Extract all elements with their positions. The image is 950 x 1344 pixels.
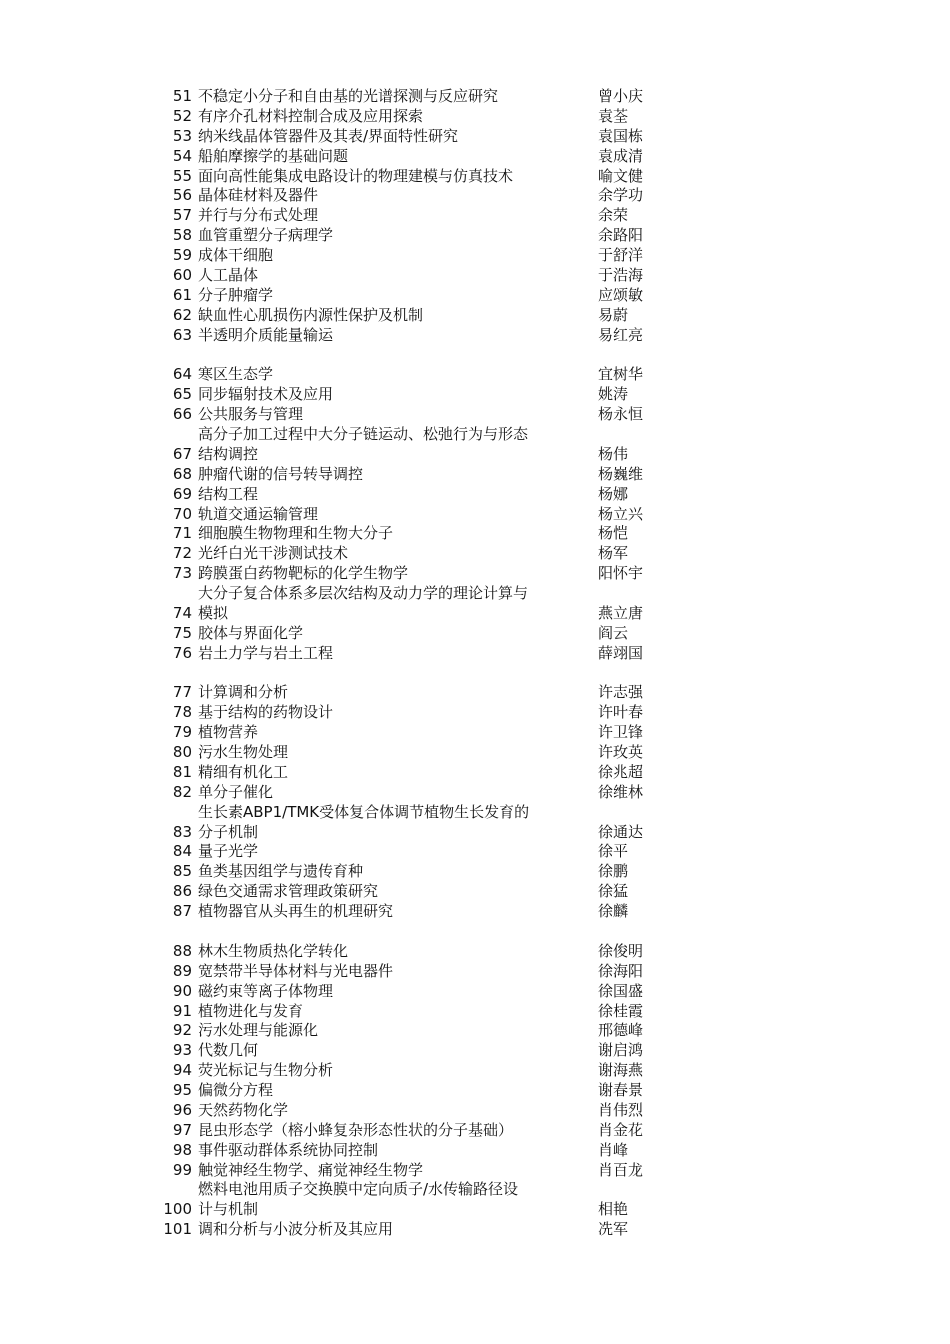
row-number: 84 <box>172 842 192 861</box>
table-row <box>0 166 950 186</box>
row-number: 98 <box>172 1140 192 1159</box>
researcher-name: 徐兆超 <box>598 762 644 781</box>
researcher-name: 燕立唐 <box>598 603 644 622</box>
row-number: 53 <box>172 126 192 145</box>
row-number: 54 <box>172 146 192 165</box>
research-topic: 细胞膜生物物理和生物大分子 <box>198 524 394 543</box>
table-row <box>0 523 950 543</box>
table-row <box>0 305 950 325</box>
research-topic: 植物营养 <box>198 723 259 742</box>
researcher-name: 徐国盛 <box>598 981 644 1000</box>
row-number: 73 <box>172 564 192 583</box>
table-row <box>0 424 950 444</box>
table-row <box>0 941 950 961</box>
table-row <box>0 841 950 861</box>
table-row <box>0 464 950 484</box>
table-row <box>0 901 950 921</box>
table-row <box>0 126 950 146</box>
row-number: 89 <box>172 961 192 980</box>
row-number: 87 <box>172 902 192 921</box>
table-row <box>0 245 950 265</box>
row-number: 52 <box>172 106 192 125</box>
researcher-name: 余荣 <box>598 206 629 225</box>
row-number: 65 <box>172 385 192 404</box>
researcher-name: 余路阳 <box>598 226 644 245</box>
research-topic: 岩土力学与岩土工程 <box>198 643 334 662</box>
row-number: 61 <box>172 285 192 304</box>
table-row <box>0 762 950 782</box>
row-number: 99 <box>172 1160 192 1179</box>
researcher-name: 徐通达 <box>598 822 644 841</box>
row-number: 100 <box>163 1200 192 1219</box>
row-number: 97 <box>172 1120 192 1139</box>
table-row <box>0 146 950 166</box>
researcher-name: 余学功 <box>598 186 644 205</box>
research-topic: 生长素ABP1/TMK受体复合体调节植物生长发育的 <box>198 802 530 821</box>
researcher-name: 杨巍维 <box>598 464 644 483</box>
researcher-name: 肖金花 <box>598 1120 644 1139</box>
row-number: 64 <box>172 365 192 384</box>
research-topic: 结构调控 <box>198 444 259 463</box>
row-number: 60 <box>172 265 192 284</box>
table-row <box>0 285 950 305</box>
table-row <box>0 1060 950 1080</box>
research-topic: 燃料电池用质子交换膜中定向质子/水传输路径设 <box>198 1180 519 1199</box>
table-row <box>0 623 950 643</box>
researcher-name: 杨永恒 <box>598 405 644 424</box>
researcher-name: 易红亮 <box>598 325 644 344</box>
research-topic: 基于结构的药物设计 <box>198 703 334 722</box>
researcher-name: 许叶春 <box>598 703 644 722</box>
researcher-name: 谢春景 <box>598 1081 644 1099</box>
row-number: 71 <box>172 524 192 543</box>
table-row <box>0 265 950 285</box>
research-topic: 分子机制 <box>198 822 259 841</box>
research-topic: 寒区生态学 <box>198 365 274 384</box>
table-row <box>0 1160 950 1180</box>
research-topic: 人工晶体 <box>198 265 259 284</box>
research-topic: 植物进化与发育 <box>198 1001 304 1020</box>
row-number: 81 <box>172 762 192 781</box>
researcher-name: 谢启鸿 <box>598 1041 644 1060</box>
table-row <box>0 86 950 106</box>
research-topic: 分子肿瘤学 <box>198 285 274 304</box>
research-topic: 面向高性能集成电路设计的物理建模与仿真技术 <box>198 166 514 185</box>
researcher-name: 杨立兴 <box>598 504 644 523</box>
researcher-name: 袁荃 <box>598 106 629 125</box>
table-row <box>0 384 950 404</box>
table-row <box>0 702 950 722</box>
research-topic: 肿瘤代谢的信号转导调控 <box>198 464 364 483</box>
researcher-name: 徐猛 <box>598 882 629 901</box>
row-number: 92 <box>172 1021 192 1040</box>
table-row <box>0 583 950 603</box>
research-topic: 污水生物处理 <box>198 743 289 761</box>
research-topic: 磁约束等离子体物理 <box>198 981 334 1000</box>
researcher-name: 薛翊国 <box>598 643 644 662</box>
research-topic: 同步辐射技术及应用 <box>198 385 334 404</box>
row-number: 86 <box>172 882 192 901</box>
table-row <box>0 603 950 623</box>
research-topic: 纳米线晶体管器件及其表/界面特性研究 <box>198 126 459 145</box>
research-topic: 污水处理与能源化 <box>198 1021 319 1040</box>
row-number: 79 <box>172 723 192 742</box>
table-row <box>0 563 950 583</box>
table-row <box>0 1120 950 1140</box>
table-row <box>0 682 950 702</box>
row-number: 58 <box>172 226 192 245</box>
researcher-name: 徐麟 <box>598 902 629 921</box>
researcher-name: 于浩海 <box>598 265 644 284</box>
row-number: 80 <box>172 743 192 761</box>
research-topic: 天然药物化学 <box>198 1100 289 1119</box>
row-number: 94 <box>172 1061 192 1080</box>
research-topic: 偏微分方程 <box>198 1081 274 1099</box>
researcher-name: 肖伟烈 <box>598 1100 644 1119</box>
researcher-name: 肖峰 <box>598 1140 629 1159</box>
row-number: 90 <box>172 981 192 1000</box>
row-number: 56 <box>172 186 192 205</box>
table-row <box>0 543 950 563</box>
table-row <box>0 1140 950 1160</box>
table-row <box>0 881 950 901</box>
table-row <box>0 325 950 345</box>
research-topic: 轨道交通运输管理 <box>198 504 319 523</box>
row-number: 93 <box>172 1041 192 1060</box>
research-topic: 触觉神经生物学、痛觉神经生物学 <box>198 1160 424 1179</box>
table-row <box>0 404 950 424</box>
table-row <box>0 1219 950 1239</box>
table-row <box>0 802 950 822</box>
row-number: 78 <box>172 703 192 722</box>
table-row <box>0 364 950 384</box>
table-row <box>0 742 950 762</box>
row-number: 67 <box>172 444 192 463</box>
research-topic: 植物器官从头再生的机理研究 <box>198 902 394 921</box>
row-number: 66 <box>172 405 192 424</box>
table-row <box>0 106 950 126</box>
row-number: 55 <box>172 166 192 185</box>
table-row <box>0 1020 950 1040</box>
researcher-name: 许志强 <box>598 683 644 702</box>
research-topic: 宽禁带半导体材料与光电器件 <box>198 961 394 980</box>
research-topic: 计算调和分析 <box>198 683 289 702</box>
research-topic: 船舶摩擦学的基础问题 <box>198 146 349 165</box>
table-row <box>0 225 950 245</box>
researcher-name: 肖百龙 <box>598 1160 644 1179</box>
table-row <box>0 1100 950 1120</box>
researcher-name: 袁国栋 <box>598 126 644 145</box>
table-row <box>0 344 950 364</box>
table-row <box>0 1040 950 1060</box>
table-row <box>0 921 950 941</box>
research-topic: 光纤白光干涉测试技术 <box>198 544 349 563</box>
research-topic: 血管重塑分子病理学 <box>198 226 334 245</box>
researcher-name: 杨军 <box>598 544 629 563</box>
row-number: 82 <box>172 782 192 801</box>
researcher-name: 徐鹏 <box>598 862 629 881</box>
researcher-name: 徐桂霞 <box>598 1001 644 1020</box>
research-topic: 调和分析与小波分析及其应用 <box>198 1220 394 1239</box>
researcher-name: 应颂敏 <box>598 285 644 304</box>
research-topic: 成体干细胞 <box>198 246 274 264</box>
research-topic: 鱼类基因组学与遗传育种 <box>198 862 364 881</box>
research-topic: 代数几何 <box>198 1041 259 1060</box>
researcher-name: 徐平 <box>598 842 629 861</box>
researcher-name: 杨恺 <box>598 524 629 543</box>
researcher-name: 杨伟 <box>598 444 629 463</box>
table-row <box>0 1179 950 1199</box>
researcher-name: 许玫英 <box>598 743 644 761</box>
researcher-name: 曾小庆 <box>598 87 644 105</box>
research-topic: 大分子复合体系多层次结构及动力学的理论计算与 <box>198 584 529 602</box>
research-topic: 有序介孔材料控制合成及应用探索 <box>198 106 424 125</box>
row-number: 62 <box>172 305 192 324</box>
researcher-name: 易蔚 <box>598 305 629 324</box>
row-number: 69 <box>172 484 192 503</box>
row-number: 83 <box>172 822 192 841</box>
researcher-name: 喻文健 <box>598 166 644 185</box>
researcher-name: 冼军 <box>598 1220 629 1239</box>
row-number: 72 <box>172 544 192 563</box>
research-topic: 精细有机化工 <box>198 762 289 781</box>
table-row <box>0 205 950 225</box>
research-topic: 高分子加工过程中大分子链运动、松弛行为与形态 <box>198 425 529 443</box>
research-topic: 晶体硅材料及器件 <box>198 186 319 205</box>
researcher-name: 徐海阳 <box>598 961 644 980</box>
table-row <box>0 484 950 504</box>
researcher-name: 邢德峰 <box>598 1021 644 1040</box>
research-topic: 单分子催化 <box>198 782 274 801</box>
row-number: 85 <box>172 862 192 881</box>
researcher-name: 宜树华 <box>598 365 644 384</box>
researcher-name: 许卫锋 <box>598 723 644 742</box>
row-number: 91 <box>172 1001 192 1020</box>
row-number: 68 <box>172 464 192 483</box>
research-topic: 胶体与界面化学 <box>198 623 304 642</box>
researcher-name: 阎云 <box>598 623 629 642</box>
table-row <box>0 861 950 881</box>
researcher-name: 徐维林 <box>598 782 644 801</box>
table-row <box>0 961 950 981</box>
research-topic: 缺血性心肌损伤内源性保护及机制 <box>198 305 424 324</box>
research-topic: 跨膜蛋白药物靶标的化学生物学 <box>198 564 409 583</box>
table-row <box>0 782 950 802</box>
row-number: 74 <box>172 603 192 622</box>
table-row <box>0 1001 950 1021</box>
research-topic: 并行与分布式处理 <box>198 206 319 225</box>
row-number: 75 <box>172 623 192 642</box>
row-number: 70 <box>172 504 192 523</box>
row-number: 77 <box>172 683 192 702</box>
researcher-name: 阳怀宇 <box>598 564 644 583</box>
row-number: 51 <box>172 87 192 105</box>
row-number: 101 <box>163 1220 192 1239</box>
row-number: 96 <box>172 1100 192 1119</box>
researcher-name: 徐俊明 <box>598 941 644 960</box>
table-row <box>0 722 950 742</box>
research-topic: 计与机制 <box>198 1200 259 1219</box>
table-row <box>0 444 950 464</box>
research-topic: 量子光学 <box>198 842 259 861</box>
research-topic: 不稳定小分子和自由基的光谱探测与反应研究 <box>198 87 499 105</box>
table-row <box>0 981 950 1001</box>
table-row <box>0 663 950 683</box>
row-number: 59 <box>172 246 192 264</box>
table-row <box>0 1080 950 1100</box>
row-number: 57 <box>172 206 192 225</box>
table-row <box>0 185 950 205</box>
table-row <box>0 1199 950 1219</box>
research-topic: 昆虫形态学（榕小蜂复杂形态性状的分子基础） <box>198 1120 514 1139</box>
researcher-name: 姚涛 <box>598 385 629 404</box>
row-number: 63 <box>172 325 192 344</box>
researcher-name: 杨娜 <box>598 484 629 503</box>
row-number: 95 <box>172 1081 192 1099</box>
table-row <box>0 822 950 842</box>
research-topic: 公共服务与管理 <box>198 405 304 424</box>
researcher-name: 于舒洋 <box>598 246 644 264</box>
research-topic: 林木生物质热化学转化 <box>198 941 349 960</box>
row-number: 76 <box>172 643 192 662</box>
research-topic: 绿色交通需求管理政策研究 <box>198 882 379 901</box>
research-topic: 半透明介质能量输运 <box>198 325 334 344</box>
table-row <box>0 504 950 524</box>
researcher-name: 谢海燕 <box>598 1061 644 1080</box>
research-topic: 模拟 <box>198 603 229 622</box>
research-topic: 结构工程 <box>198 484 259 503</box>
table-row <box>0 643 950 663</box>
research-topic: 荧光标记与生物分析 <box>198 1061 334 1080</box>
researcher-name: 袁成清 <box>598 146 644 165</box>
research-topic: 事件驱动群体系统协同控制 <box>198 1140 379 1159</box>
researcher-name: 相艳 <box>598 1200 629 1219</box>
row-number: 88 <box>172 941 192 960</box>
